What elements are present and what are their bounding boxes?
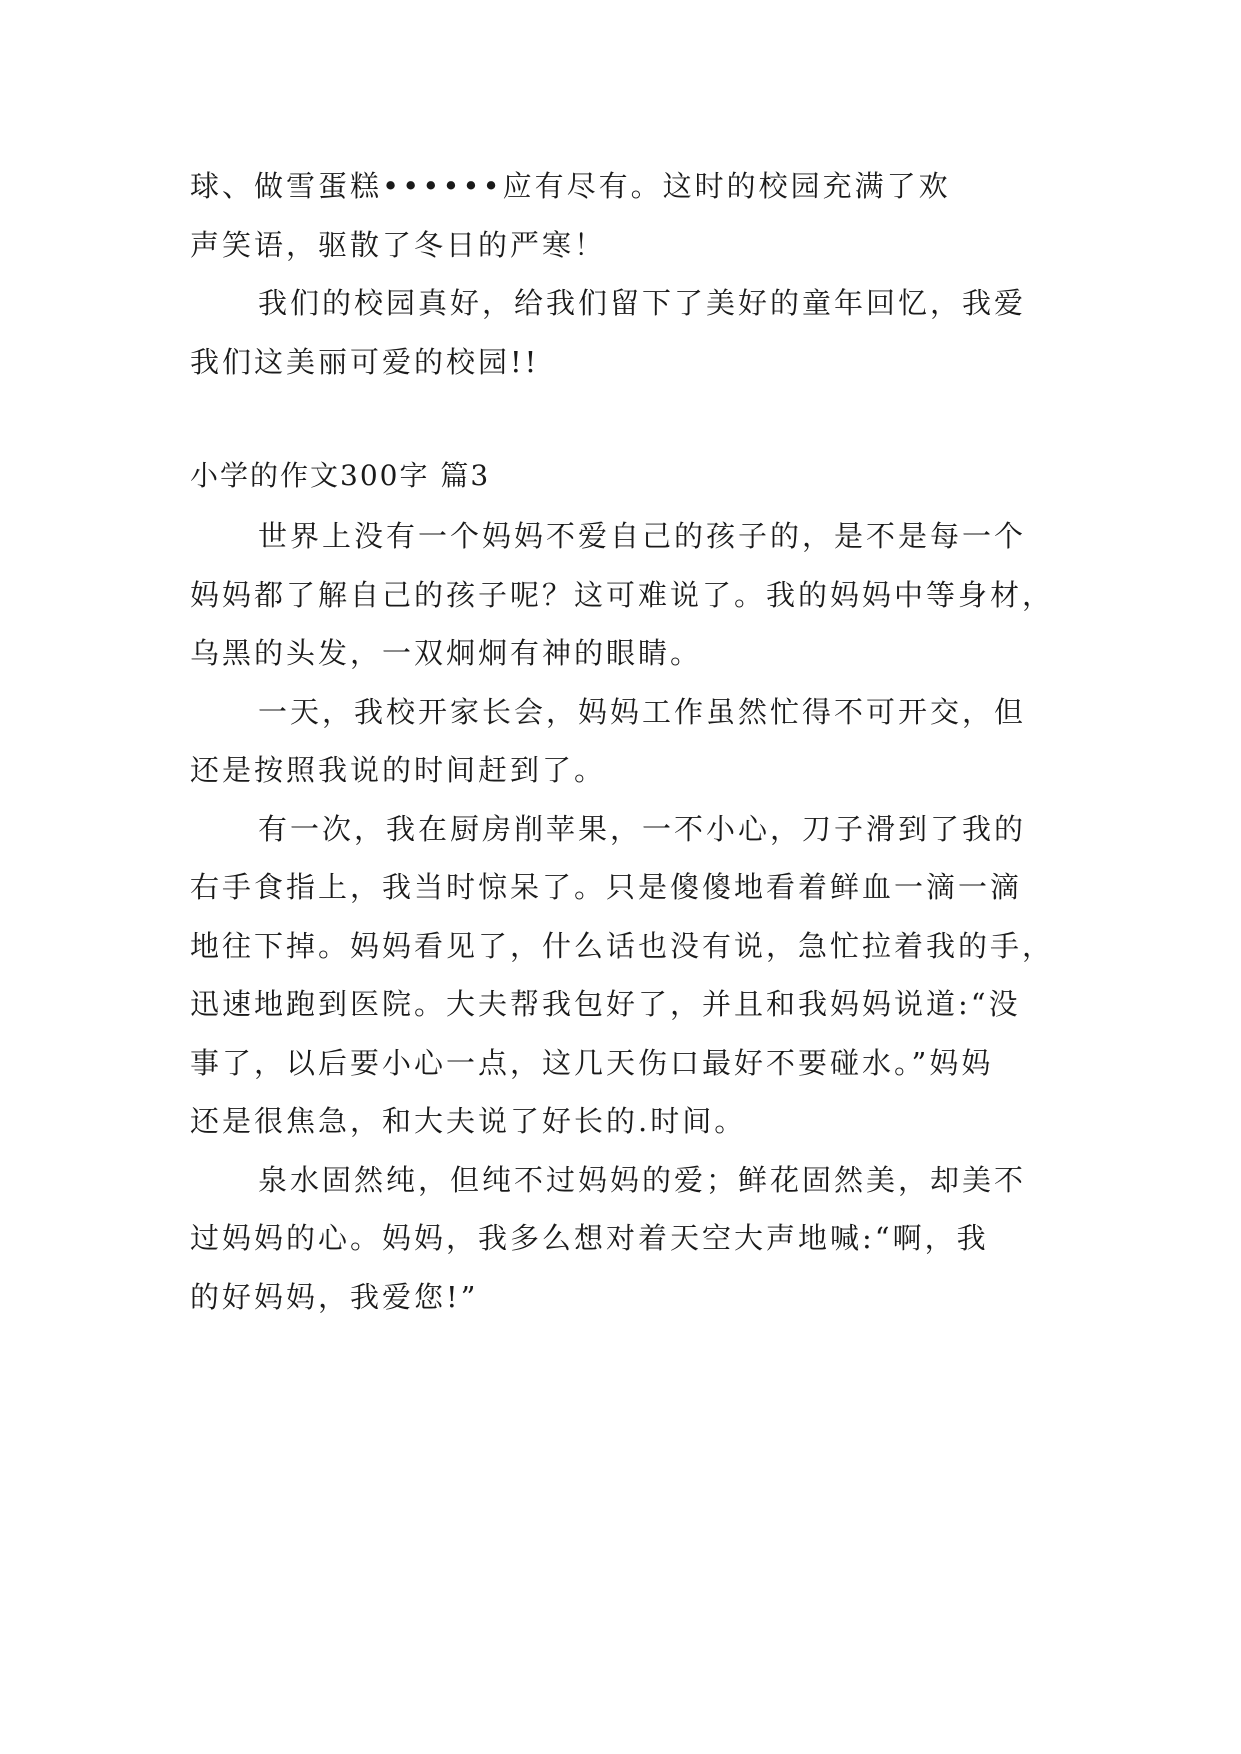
paragraph-line: 地往下掉。妈妈看见了，什么话也没有说，急忙拉着我的手，: [190, 928, 1055, 963]
paragraph-line: 过妈妈的心。妈妈，我多么想对着天空大声地喊:“啊，我: [190, 1221, 989, 1255]
paragraph-line: 还是很焦急，和大夫说了好长的.时间。: [190, 1104, 747, 1138]
paragraph-line: 的好妈妈，我爱您!”: [190, 1279, 479, 1314]
paragraph-line: 世界上没有一个妈妈不爱自己的孩子的，是不是每一个: [258, 519, 1027, 553]
paragraph-line: 妈妈都了解自己的孩子呢？这可难说了。我的妈妈中等身材，: [190, 577, 1055, 612]
essay-body: [190, 507, 1055, 1326]
paragraph-line: 球、做雪蛋糕••••••应有尽有。这时的校园充满了欢: [190, 169, 951, 203]
paragraph-line: 一天，我校开家长会，妈妈工作虽然忙得不可开交，但: [258, 694, 1027, 729]
paragraph-line: 声笑语，驱散了冬日的严寒！: [190, 227, 607, 262]
paragraph-line: 迅速地跑到医院。大夫帮我包好了，并且和我妈妈说道:“没: [190, 987, 1021, 1021]
paragraph-line: 我们这美丽可爱的校园!!: [190, 344, 540, 379]
paragraph-line: 还是按照我说的时间赶到了。: [190, 753, 607, 787]
section-title: 小学的作文300字 篇3: [190, 459, 491, 492]
paragraph-line: 有一次，我在厨房削苹果，一不小心，刀子滑到了我的: [258, 811, 1027, 846]
paragraph-line: 右手食指上，我当时惊呆了。只是傻傻地看着鲜血一滴一滴: [190, 870, 1023, 904]
previous-essay-ending: [190, 157, 1052, 391]
paragraph-line: 乌黑的头发，一双炯炯有神的眼睛。: [190, 636, 703, 670]
paragraph-line: 泉水固然纯，但纯不过妈妈的爱；鲜花固然美，却美不: [258, 1162, 1027, 1197]
paragraph-line: 事了，以后要小心一点，这几天伤口最好不要碰水。”妈妈: [190, 1045, 994, 1080]
paragraph-line: 我们的校园真好，给我们留下了美好的童年回忆，我爱: [258, 286, 1027, 320]
